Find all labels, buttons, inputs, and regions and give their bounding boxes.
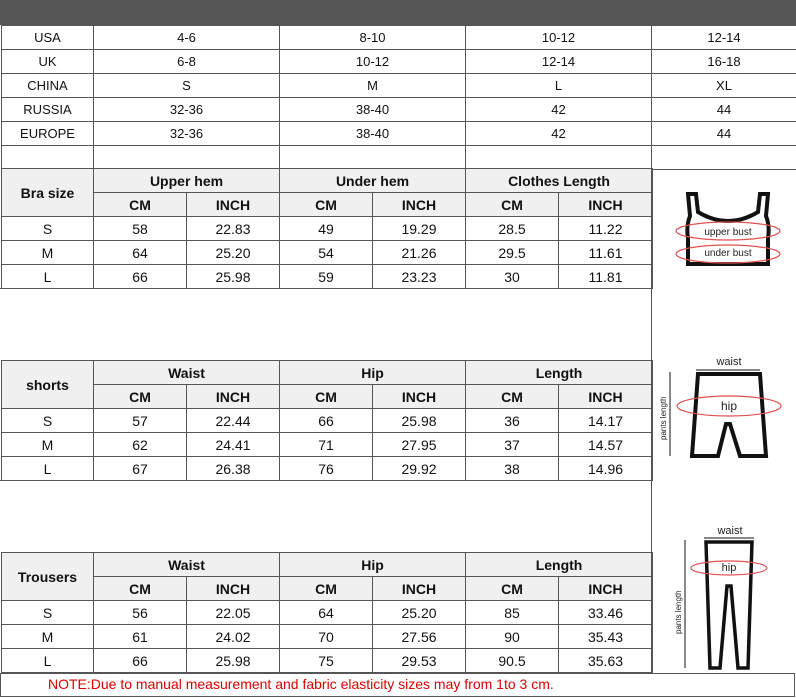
- measurement-cell: 76: [280, 457, 373, 481]
- measurement-cell: 29.5: [466, 241, 559, 265]
- size-value: 32-36: [94, 122, 280, 146]
- unit-header: INCH: [373, 385, 466, 409]
- measurement-cell: 19.29: [373, 217, 466, 241]
- header-bar: [0, 0, 796, 25]
- size-value: 6-8: [94, 50, 280, 74]
- measurement-cell: 26.38: [187, 457, 280, 481]
- size-conversion-table: [1, 25, 796, 170]
- size-value: 4-6: [94, 26, 280, 50]
- measurement-cell: 66: [94, 265, 187, 289]
- waist-label: waist: [717, 525, 743, 537]
- unit-header: INCH: [187, 193, 280, 217]
- waist-label: waist: [716, 356, 742, 368]
- measurement-cell: 11.61: [559, 241, 653, 265]
- size-label: M: [2, 625, 94, 649]
- measurement-cell: 54: [280, 241, 373, 265]
- unit-header: CM: [280, 577, 373, 601]
- measurement-cell: 27.56: [373, 625, 466, 649]
- unit-header-row: [2, 385, 653, 409]
- measurement-cell: 23.23: [373, 265, 466, 289]
- conversion-row: [2, 98, 796, 122]
- measurement-cell: 35.63: [559, 649, 653, 673]
- size-label: M: [2, 241, 94, 265]
- region-label: UK: [2, 50, 94, 74]
- measurement-cell: 64: [280, 601, 373, 625]
- measurement-cell: 59: [280, 265, 373, 289]
- conversion-row: [2, 74, 796, 98]
- unit-header: INCH: [187, 385, 280, 409]
- note-text: NOTE:Due to manual measurement and fabric elasticity sizes may from 1to 3 cm.: [48, 676, 554, 692]
- size-label: L: [2, 457, 94, 481]
- measurement-cell: 29.92: [373, 457, 466, 481]
- measurement-cell: 22.44: [187, 409, 280, 433]
- measurement-cell: 75: [280, 649, 373, 673]
- group-header: Hip: [280, 553, 466, 577]
- measurement-cell: 27.95: [373, 433, 466, 457]
- size-label: L: [2, 649, 94, 673]
- measurement-cell: 90: [466, 625, 559, 649]
- unit-header: INCH: [559, 193, 653, 217]
- trousers-size-table: [1, 552, 653, 673]
- unit-header: CM: [466, 193, 559, 217]
- size-value: M: [280, 74, 466, 98]
- measurement-cell: 49: [280, 217, 373, 241]
- table-row: [2, 433, 653, 457]
- measurement-cell: 85: [466, 601, 559, 625]
- table-row: [2, 625, 653, 649]
- conversion-row: [2, 26, 796, 50]
- measurement-cell: 57: [94, 409, 187, 433]
- unit-header: INCH: [559, 577, 653, 601]
- measurement-cell: 14.57: [559, 433, 653, 457]
- measurement-cell: 71: [280, 433, 373, 457]
- shorts-title: shorts: [2, 361, 94, 409]
- bra-diagram: [668, 186, 788, 276]
- table-row: [2, 649, 653, 673]
- bra-title: Bra size: [2, 169, 94, 217]
- measurement-cell: 14.17: [559, 409, 653, 433]
- shorts-size-table: [1, 360, 653, 481]
- measurement-cell: 25.98: [187, 265, 280, 289]
- table-row: [2, 601, 653, 625]
- hip-label: hip: [721, 562, 737, 574]
- under-bust-label: under bust: [704, 248, 752, 259]
- region-label: RUSSIA: [2, 98, 94, 122]
- size-label: S: [2, 409, 94, 433]
- measurement-cell: 22.83: [187, 217, 280, 241]
- trousers-title: Trousers: [2, 553, 94, 601]
- group-header: Waist: [94, 361, 280, 385]
- size-value: 12-14: [466, 50, 652, 74]
- measurement-cell: 33.46: [559, 601, 653, 625]
- size-label: M: [2, 433, 94, 457]
- pants-length-label: pants length: [674, 590, 683, 634]
- bra-size-table: [1, 168, 653, 289]
- pants-length-label: pants length: [659, 396, 668, 440]
- group-header: Clothes Length: [466, 169, 653, 193]
- measurement-cell: 37: [466, 433, 559, 457]
- unit-header: CM: [280, 193, 373, 217]
- unit-header: CM: [94, 193, 187, 217]
- table-row: [2, 241, 653, 265]
- measurement-cell: 67: [94, 457, 187, 481]
- size-value: 32-36: [94, 98, 280, 122]
- measurement-cell: 21.26: [373, 241, 466, 265]
- trousers-diagram: [668, 522, 792, 672]
- measurement-cell: 25.20: [187, 241, 280, 265]
- measurement-cell: 64: [94, 241, 187, 265]
- group-header: Under hem: [280, 169, 466, 193]
- unit-header: CM: [280, 385, 373, 409]
- size-value: L: [466, 74, 652, 98]
- conversion-row: [2, 122, 796, 146]
- table-row: [2, 457, 653, 481]
- measurement-cell: 25.20: [373, 601, 466, 625]
- table-row: [2, 217, 653, 241]
- size-label: S: [2, 217, 94, 241]
- size-value: XL: [652, 74, 796, 98]
- table-row: [2, 265, 653, 289]
- size-value: 8-10: [280, 26, 466, 50]
- size-value: 44: [652, 98, 796, 122]
- measurement-cell: 29.53: [373, 649, 466, 673]
- measurement-cell: 62: [94, 433, 187, 457]
- group-header: Upper hem: [94, 169, 280, 193]
- unit-header: INCH: [373, 193, 466, 217]
- region-label: EUROPE: [2, 122, 94, 146]
- measurement-cell: 11.22: [559, 217, 653, 241]
- group-header: Length: [466, 553, 653, 577]
- size-value: 12-14: [652, 26, 796, 50]
- measurement-cell: 24.41: [187, 433, 280, 457]
- measurement-cell: 58: [94, 217, 187, 241]
- size-value: 42: [466, 98, 652, 122]
- upper-bust-label: upper bust: [704, 227, 752, 238]
- measurement-cell: 56: [94, 601, 187, 625]
- measurement-cell: 28.5: [466, 217, 559, 241]
- size-value: 42: [466, 122, 652, 146]
- unit-header: CM: [94, 385, 187, 409]
- group-header: Length: [466, 361, 653, 385]
- region-label: USA: [2, 26, 94, 50]
- unit-header: CM: [466, 385, 559, 409]
- table-row: [2, 409, 653, 433]
- size-value: 44: [652, 122, 796, 146]
- blank-cell: [2, 146, 94, 170]
- size-value: 38-40: [280, 98, 466, 122]
- unit-header: INCH: [559, 385, 653, 409]
- measurement-cell: 22.05: [187, 601, 280, 625]
- measurement-cell: 66: [94, 649, 187, 673]
- size-value: 38-40: [280, 122, 466, 146]
- size-value: 10-12: [466, 26, 652, 50]
- measurement-cell: 38: [466, 457, 559, 481]
- size-value: 10-12: [280, 50, 466, 74]
- size-value: S: [94, 74, 280, 98]
- shorts-diagram: [656, 352, 792, 462]
- measurement-cell: 70: [280, 625, 373, 649]
- size-label: S: [2, 601, 94, 625]
- measurement-cell: 36: [466, 409, 559, 433]
- measurement-cell: 25.98: [373, 409, 466, 433]
- unit-header: CM: [94, 577, 187, 601]
- group-header: Waist: [94, 553, 280, 577]
- measurement-cell: 35.43: [559, 625, 653, 649]
- hip-label: hip: [720, 399, 738, 413]
- region-label: CHINA: [2, 74, 94, 98]
- size-value: 16-18: [652, 50, 796, 74]
- measurement-cell: 90.5: [466, 649, 559, 673]
- unit-header-row: [2, 577, 653, 601]
- unit-header: INCH: [373, 577, 466, 601]
- measurement-cell: 11.81: [559, 265, 653, 289]
- unit-header: CM: [466, 577, 559, 601]
- measurement-cell: 25.98: [187, 649, 280, 673]
- measurement-cell: 24.02: [187, 625, 280, 649]
- measurement-cell: 30: [466, 265, 559, 289]
- measurement-cell: 66: [280, 409, 373, 433]
- group-header: Hip: [280, 361, 466, 385]
- size-label: L: [2, 265, 94, 289]
- measurement-cell: 14.96: [559, 457, 653, 481]
- measurement-cell: 61: [94, 625, 187, 649]
- unit-header-row: [2, 193, 653, 217]
- unit-header: INCH: [187, 577, 280, 601]
- conversion-row: [2, 50, 796, 74]
